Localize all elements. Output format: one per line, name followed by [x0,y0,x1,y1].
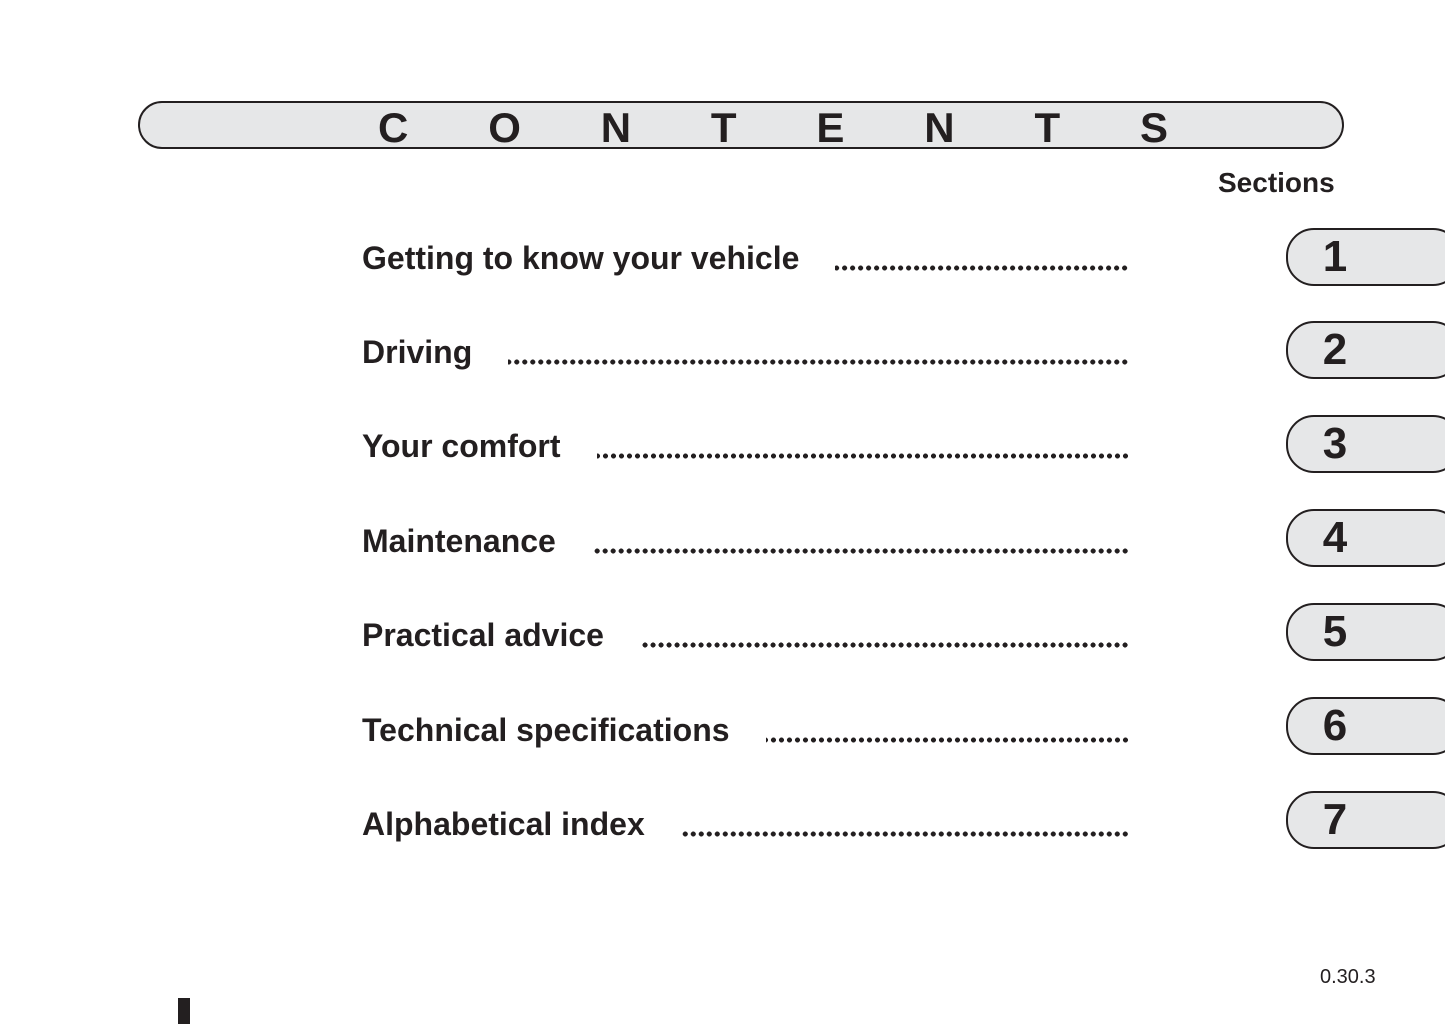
toc-entry-label: Getting to know your vehicle [362,240,800,276]
title-letter: T [710,104,737,151]
toc-entry-alphabetical-index[interactable] [362,802,1129,846]
toc-entry-driving[interactable] [362,330,1129,374]
title-letter: N [600,104,632,151]
section-tab-number: 2 [1322,325,1348,374]
section-tab-1[interactable] [1286,228,1445,286]
crop-mark [178,998,190,1024]
sections-label: Sections [1218,167,1335,198]
section-tab-7[interactable] [1286,791,1445,849]
title-letter: C [378,104,409,151]
toc-entry-label: Driving [362,334,473,370]
section-tab-6[interactable] [1286,697,1445,755]
dot-leader [835,264,1129,272]
section-tab-number: 4 [1322,513,1348,562]
section-tab-number: 1 [1322,232,1348,281]
dot-leader [681,830,1129,838]
contents-title [378,104,1168,152]
title-letter: T [1034,104,1061,151]
dot-leader [640,641,1129,649]
toc-entry-label: Your comfort [362,428,561,464]
section-tab-3[interactable] [1286,415,1445,473]
section-tab-4[interactable] [1286,509,1445,567]
title-letter: E [816,104,845,151]
toc-entry-label: Practical advice [362,617,604,653]
toc-entry-maintenance[interactable] [362,519,1129,563]
section-tab-number: 7 [1322,795,1348,844]
title-letter: N [924,104,955,151]
toc-entry-label: Alphabetical index [362,806,645,842]
dot-leader [592,547,1129,555]
toc-entry-getting-to-know[interactable] [362,236,1129,280]
title-letter: O [488,104,521,151]
section-tab-number: 3 [1322,419,1348,468]
title-letter: S [1139,104,1168,151]
dot-leader [766,736,1129,744]
toc-entry-practical-advice[interactable] [362,613,1129,657]
toc-entry-your-comfort[interactable] [362,424,1129,468]
toc-entry-technical-specifications[interactable] [362,708,1129,752]
section-tab-5[interactable] [1286,603,1445,661]
toc-entry-label: Maintenance [362,523,556,559]
section-tab-number: 5 [1322,607,1348,656]
page-code: 0.30.3 [1320,966,1376,988]
section-tab-2[interactable] [1286,321,1445,379]
section-tab-number: 6 [1322,701,1348,750]
dot-leader [597,452,1129,460]
toc-entry-label: Technical specifications [362,712,730,748]
dot-leader [508,358,1129,366]
